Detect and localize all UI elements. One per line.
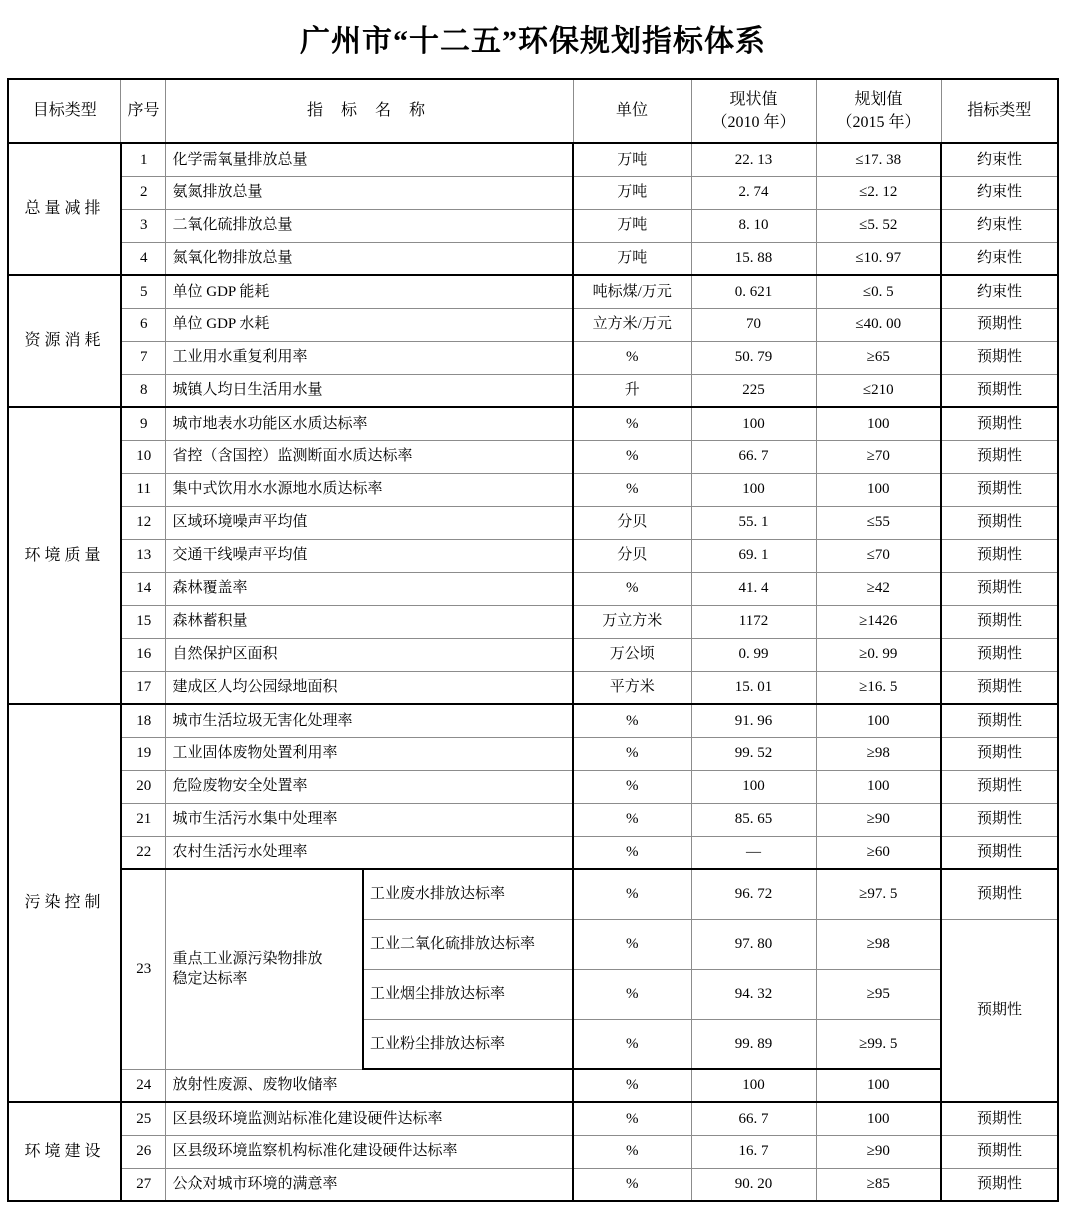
unit-cell: % [573,1102,691,1135]
indicator-type: 约束性 [941,209,1058,242]
unit-cell: % [573,836,691,869]
current-value: 15. 01 [691,671,816,704]
row-index: 17 [121,671,166,704]
planned-value: 100 [816,473,941,506]
row-index: 25 [121,1102,166,1135]
unit-cell: 万立方米 [573,605,691,638]
indicator-name: 森林蓄积量 [166,605,573,638]
indicator-type: 预期性 [941,869,1058,919]
row-index: 16 [121,638,166,671]
current-value: 66. 7 [691,440,816,473]
indicator-type: 约束性 [941,176,1058,209]
indicator-name-line2: 稳定达标率 [172,971,248,988]
table-row [8,407,1058,440]
indicator-type: 预期性 [941,539,1058,572]
indicator-name: 区县级环境监察机构标准化建设硬件达标率 [166,1135,573,1168]
current-value: 22. 13 [691,143,816,176]
row-index: 20 [121,770,166,803]
indicator-name: 工业固体废物处置利用率 [166,737,573,770]
current-value: 66. 7 [691,1102,816,1135]
current-value: 0. 621 [691,275,816,308]
indicator-name: 公众对城市环境的满意率 [166,1168,573,1201]
current-value: 100 [691,473,816,506]
current-value: 100 [691,1069,816,1102]
page-title: 广州市“十二五”环保规划指标体系 [300,25,766,58]
unit-cell: 平方米 [573,671,691,704]
row-index: 26 [121,1135,166,1168]
row-index: 18 [121,704,166,737]
planned-value: ≤10. 97 [816,242,941,275]
table-row [8,704,1058,737]
planned-value: ≥65 [816,341,941,374]
planned-value: ≥99. 5 [816,1019,941,1069]
indicator-name: 集中式饮用水水源地水质达标率 [166,473,573,506]
planned-value: ≥0. 99 [816,638,941,671]
table-row [8,605,1058,638]
planned-value: 100 [816,1102,941,1135]
table-row [8,572,1058,605]
planned-value: ≥90 [816,1135,941,1168]
current-value: 55. 1 [691,506,816,539]
indicator-name: 城市生活垃圾无害化处理率 [166,704,573,737]
planned-value: ≥85 [816,1168,941,1201]
current-value: 85. 65 [691,803,816,836]
category-cell: 环境质量 [8,407,121,704]
table-row [8,737,1058,770]
row-index: 9 [121,407,166,440]
unit-cell: % [573,1069,691,1102]
header-planned-value-line2: （2015 年） [836,114,921,131]
indicator-type: 预期性 [941,473,1058,506]
sub-indicator-name: 工业粉尘排放达标率 [363,1019,573,1069]
indicator-name: 单位 GDP 能耗 [166,275,573,308]
indicator-system-table [7,78,1059,1202]
indicator-name-line1: 重点工业源污染物排放 [172,951,323,967]
table-row [8,176,1058,209]
table-row [8,539,1058,572]
indicator-type: 预期性 [941,638,1058,671]
indicator-type: 预期性 [941,1135,1058,1168]
indicator-type: 预期性 [941,506,1058,539]
current-value: 70 [691,308,816,341]
table-row [8,440,1058,473]
indicator-name: 城市地表水功能区水质达标率 [166,407,573,440]
indicator-name: 氨氮排放总量 [166,176,573,209]
planned-value: ≤5. 52 [816,209,941,242]
indicator-name: 放射性废源、废物收储率 [166,1069,573,1102]
indicator-name: 区域环境噪声平均值 [166,506,573,539]
row-index: 19 [121,737,166,770]
current-value: 94. 32 [691,969,816,1019]
unit-cell: % [573,737,691,770]
row-index: 12 [121,506,166,539]
table-row [8,1069,1058,1102]
row-index: 7 [121,341,166,374]
unit-cell: % [573,1019,691,1069]
header-indicator-type: 指标类型 [941,79,1058,143]
header-current-value-line1: 现状值 [729,90,778,108]
indicator-name: 二氧化硫排放总量 [166,209,573,242]
planned-value: 100 [816,770,941,803]
unit-cell: 万公顷 [573,638,691,671]
planned-value: ≥70 [816,440,941,473]
planned-value: ≥1426 [816,605,941,638]
table-row [8,275,1058,308]
row-index: 14 [121,572,166,605]
row-index: 4 [121,242,166,275]
indicator-name: 化学需氧量排放总量 [166,143,573,176]
indicator-name: 自然保护区面积 [166,638,573,671]
indicator-type: 预期性 [941,770,1058,803]
row-index: 11 [121,473,166,506]
row-index: 15 [121,605,166,638]
planned-value: ≤70 [816,539,941,572]
row-index: 5 [121,275,166,308]
indicator-name: 区县级环境监测站标准化建设硬件达标率 [166,1102,573,1135]
planned-value: ≤55 [816,506,941,539]
unit-cell: % [573,440,691,473]
planned-value: ≤0. 5 [816,275,941,308]
table-row [8,308,1058,341]
header-indicator-name: 指 标 名 称 [166,79,573,143]
indicator-type-merged: 预期性 [941,919,1058,1102]
planned-value: ≥90 [816,803,941,836]
unit-cell: 万吨 [573,176,691,209]
header-index: 序号 [121,79,166,143]
current-value: 50. 79 [691,341,816,374]
table-row [8,242,1058,275]
table-row [8,803,1058,836]
current-value: 91. 96 [691,704,816,737]
indicator-name: 城市生活污水集中处理率 [166,803,573,836]
planned-value: 100 [816,704,941,737]
row-index: 24 [121,1069,166,1102]
planned-value: ≥42 [816,572,941,605]
unit-cell: 分贝 [573,506,691,539]
table-row [8,1168,1058,1201]
category-cell: 污染控制 [8,704,121,1102]
header-unit: 单位 [573,79,691,143]
planned-value: ≥98 [816,919,941,969]
current-value: 100 [691,407,816,440]
indicator-type: 预期性 [941,671,1058,704]
table-row [8,341,1058,374]
unit-cell: 升 [573,374,691,407]
current-value: 0. 99 [691,638,816,671]
current-value: 99. 89 [691,1019,816,1069]
indicator-name: 单位 GDP 水耗 [166,308,573,341]
unit-cell: 吨标煤/万元 [573,275,691,308]
current-value: 8. 10 [691,209,816,242]
row-index: 23 [121,869,166,1069]
unit-cell: % [573,572,691,605]
table-row [8,473,1058,506]
planned-value: ≤2. 12 [816,176,941,209]
unit-cell: % [573,1135,691,1168]
row-index: 8 [121,374,166,407]
header-current-value-line2: （2010 年） [711,114,796,131]
indicator-name: 交通干线噪声平均值 [166,539,573,572]
table-row [8,1135,1058,1168]
current-value: 100 [691,770,816,803]
header-planned-value-line1: 规划值 [854,90,903,108]
indicator-type: 预期性 [941,1102,1058,1135]
category-cell: 资源消耗 [8,275,121,407]
unit-cell: 万吨 [573,242,691,275]
planned-value: ≤17. 38 [816,143,941,176]
indicator-type: 预期性 [941,341,1058,374]
header-category: 目标类型 [8,79,121,143]
indicator-name: 农村生活污水处理率 [166,836,573,869]
indicator-type: 预期性 [941,407,1058,440]
unit-cell: % [573,969,691,1019]
indicator-type: 预期性 [941,1168,1058,1201]
current-value: 16. 7 [691,1135,816,1168]
table-row [8,671,1058,704]
category-cell: 总量减排 [8,143,121,275]
row-index: 1 [121,143,166,176]
current-value: 69. 1 [691,539,816,572]
unit-cell: 万吨 [573,143,691,176]
indicator-name: 工业用水重复利用率 [166,341,573,374]
table-row-nested [8,869,1058,919]
indicator-type: 预期性 [941,308,1058,341]
unit-cell: % [573,704,691,737]
sub-indicator-name: 工业烟尘排放达标率 [363,969,573,1019]
unit-cell: 万吨 [573,209,691,242]
planned-value: 100 [816,407,941,440]
planned-value: 100 [816,1069,941,1102]
unit-cell: % [573,803,691,836]
indicator-name-group [166,869,363,1069]
planned-value: ≤210 [816,374,941,407]
row-index: 10 [121,440,166,473]
table-row [8,209,1058,242]
unit-cell: 立方米/万元 [573,308,691,341]
table-row [8,836,1058,869]
indicator-name: 森林覆盖率 [166,572,573,605]
planned-value: ≥97. 5 [816,869,941,919]
indicator-name: 氮氧化物排放总量 [166,242,573,275]
row-index: 3 [121,209,166,242]
table-row [8,374,1058,407]
row-index: 6 [121,308,166,341]
unit-cell: % [573,869,691,919]
current-value: 96. 72 [691,869,816,919]
indicator-type: 预期性 [941,737,1058,770]
header-planned-value [816,79,941,143]
table-row [8,638,1058,671]
unit-cell: % [573,770,691,803]
indicator-type: 预期性 [941,374,1058,407]
current-value: 225 [691,374,816,407]
row-index: 22 [121,836,166,869]
table-row [8,506,1058,539]
table-row [8,770,1058,803]
unit-cell: % [573,407,691,440]
row-index: 21 [121,803,166,836]
table-row [8,143,1058,176]
current-value: 2. 74 [691,176,816,209]
current-value: 99. 52 [691,737,816,770]
unit-cell: % [573,1168,691,1201]
current-value: 90. 20 [691,1168,816,1201]
unit-cell: 分贝 [573,539,691,572]
indicator-name: 建成区人均公园绿地面积 [166,671,573,704]
indicator-type: 预期性 [941,836,1058,869]
indicator-type: 预期性 [941,440,1058,473]
row-index: 27 [121,1168,166,1201]
indicator-name: 城镇人均日生活用水量 [166,374,573,407]
indicator-type: 预期性 [941,605,1058,638]
unit-cell: % [573,919,691,969]
indicator-type: 约束性 [941,143,1058,176]
indicator-name: 危险废物安全处置率 [166,770,573,803]
indicator-type: 约束性 [941,275,1058,308]
table-row [8,1102,1058,1135]
indicator-type: 约束性 [941,242,1058,275]
header-current-value [691,79,816,143]
sub-indicator-name: 工业废水排放达标率 [363,869,573,919]
table-header-row [8,79,1058,143]
unit-cell: % [573,341,691,374]
planned-value: ≥95 [816,969,941,1019]
current-value: 41. 4 [691,572,816,605]
indicator-name: 省控（含国控）监测断面水质达标率 [166,440,573,473]
sub-indicator-name: 工业二氧化硫排放达标率 [363,919,573,969]
planned-value: ≤40. 00 [816,308,941,341]
row-index: 2 [121,176,166,209]
planned-value: ≥98 [816,737,941,770]
row-index: 13 [121,539,166,572]
planned-value: ≥60 [816,836,941,869]
current-value: 97. 80 [691,919,816,969]
indicator-type: 预期性 [941,704,1058,737]
indicator-type: 预期性 [941,803,1058,836]
current-value: — [691,836,816,869]
indicator-type: 预期性 [941,572,1058,605]
current-value: 15. 88 [691,242,816,275]
unit-cell: % [573,473,691,506]
current-value: 1172 [691,605,816,638]
planned-value: ≥16. 5 [816,671,941,704]
category-cell: 环境建设 [8,1102,121,1201]
